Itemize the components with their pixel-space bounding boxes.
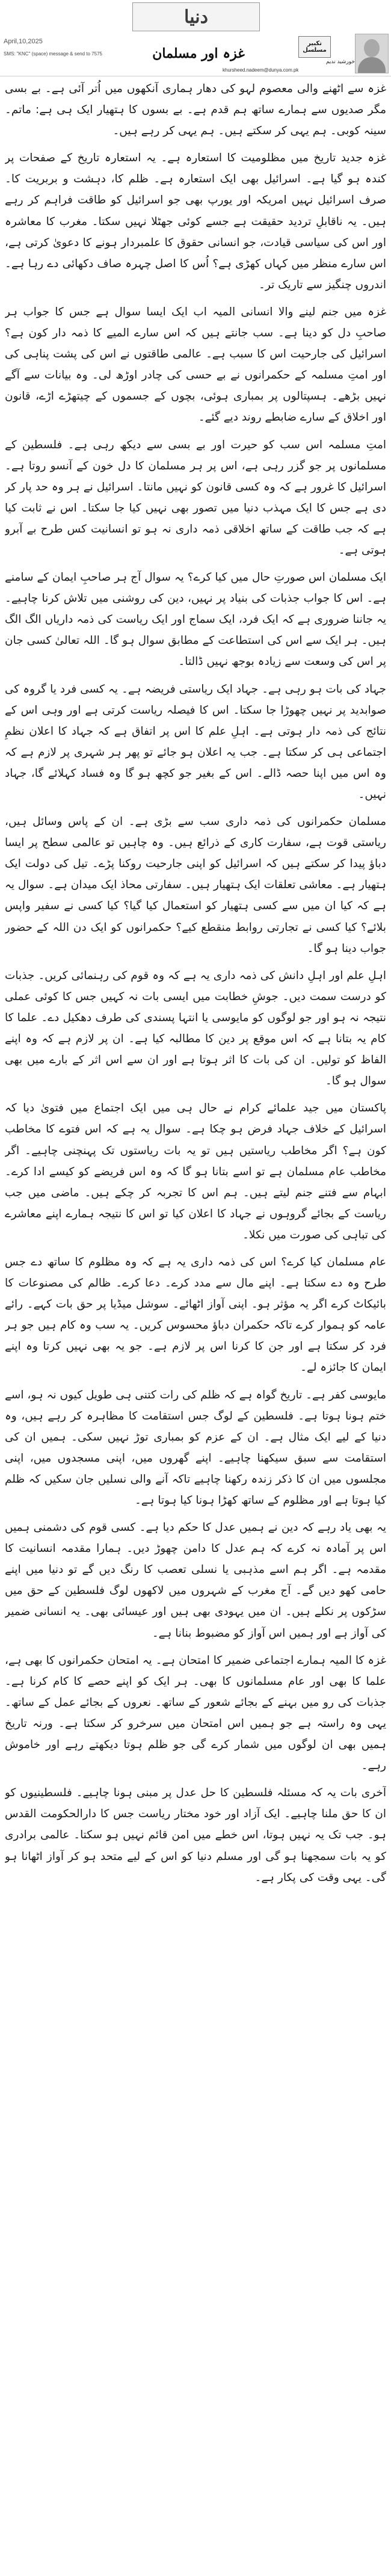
article-paragraph: یہ بھی یاد رہے کہ دین نے ہمیں عدل کا حکم دیا ہے۔ کسی قوم کی دشمنی ہمیں اس پر آمادہ نہ کرے کہ ہم عدل کا دامن چھوڑ دیں۔ ہمارا مقدمہ انسانیت کا مقدمہ ہے۔ اگر ہم اسے مذہبی یا نسلی تعصب کا رنگ دیں گے تو دنیا میں اپنے حامی کھو دیں گے۔ آج مغرب کے شہروں میں لاکھوں لوگ فلسطین کے حق میں سڑکوں پر نکلے ہیں۔ ان میں یہودی بھی ہیں اور عیسائی بھی۔ یہ انسانی ضمیر کی آواز ہے اور ہمیں اس آواز کو مضبوط بنانا ہے۔ <box>5 1521 386 1640</box>
article-paragraph: جہاد کی بات ہو رہی ہے۔ جہاد ایک ریاستی فریضہ ہے۔ یہ کسی فرد یا گروہ کی صوابدید پر نہیں چھوڑا جا سکتا۔ اس کا فیصلہ ریاست کرتی ہے اور وہی اس کے نتائج کی ذمہ دار ہوتی ہے۔ اہلِ علم کا اس پر اتفاق ہے کہ جہاد کا اعلان نظمِ اجتماعی ہی کر سکتا ہے۔ جب یہ اعلان ہو جائے تو پھر ہر شہری پر لازم ہے کہ وہ اس میں اپنا حصہ ڈالے۔ اس کے بغیر جو کچھ ہو گا وہ فساد کہلائے گا، جہاد نہیں۔ <box>5 682 386 801</box>
article-paragraph: آخری بات یہ کہ مسئلہ فلسطین کا حل عدل پر مبنی ہونا چاہیے۔ فلسطینیوں کو ان کا حق ملنا چاہیے۔ ایک آزاد اور خود مختار ریاست جس کا دارالحکومت القدس ہو۔ جب تک یہ نہیں ہوتا، اس خطے میں امن قائم نہیں ہو سکتا۔ عالمی برادری کو یہ بات سمجھنا ہو گی اور مسلم دنیا کو اس کے لیے متحد ہو کر آواز اٹھانا ہو گی۔ یہی وقت کی پکار ہے۔ <box>5 1787 386 1884</box>
column-header <box>0 32 391 76</box>
article-paragraph: مایوسی کفر ہے۔ تاریخ گواہ ہے کہ ظلم کی رات کتنی ہی طویل کیوں نہ ہو، اسے ختم ہونا ہوتا ہے۔ فلسطین کے لوگ جس استقامت کا مظاہرہ کر رہے ہیں، وہ دنیا کے لیے ایک مثال ہے۔ ان کے عزم کو بمباری توڑ نہیں سکی۔ ہمیں ان کی استقامت سے سبق سیکھنا چاہیے۔ اپنے گھروں میں، اپنی مسجدوں میں، اپنی مجلسوں میں ان کا ذکر زندہ رکھنا چاہیے تاکہ آنے والی نسلیں جان سکیں کہ ظلم کیا ہوتا ہے اور مظلوم کے ساتھ کھڑا ہونا کیا ہوتا ہے۔ <box>5 1388 386 1507</box>
author-photo <box>355 34 389 73</box>
article-body <box>5 78 386 2569</box>
author-photo-head <box>364 39 380 57</box>
newspaper-logo: دنیا <box>132 2 260 31</box>
article-paragraph: اہلِ علم اور اہلِ دانش کی ذمہ داری یہ ہے کہ وہ قوم کی رہنمائی کریں۔ جذبات کو درست سمت دیں۔ جوشِ خطابت میں ایسی بات نہ کہیں جس کا کوئی عملی نتیجہ نہ ہو اور جو لوگوں کو مایوسی یا انتہا پسندی کی طرف دھکیل دے۔ علما کا کام یہ بتانا ہے کہ اس موقع پر دین کا مطالبہ کیا ہے۔ ان پر لازم ہے کہ وہ اپنے الفاظ کو تولیں۔ ان کی بات کا اثر ہوتا ہے اور ان سے اس اثر کے بارے میں بھی سوال ہو گا۔ <box>5 969 386 1088</box>
article-paragraph: غزہ کا المیہ ہمارے اجتماعی ضمیر کا امتحان ہے۔ یہ امتحان حکمرانوں کا بھی ہے، علما کا بھی اور عام مسلمانوں کا بھی۔ ہر ایک کو اپنے حصے کا کام کرنا ہے۔ جذبات کی رو میں بہنے کے بجائے شعور کے ساتھ۔ نعروں کے بجائے عمل کے ساتھ۔ یہی وہ راستہ ہے جو ہمیں اس امتحان میں سرخرو کر سکتا ہے۔ ورنہ تاریخ ہمیں بھی ان لوگوں میں شمار کرے گی جو ظلم ہوتا دیکھتے رہے اور خاموش رہے۔ <box>5 1654 386 1773</box>
article-paragraph: پاکستان میں جید علمائے کرام نے حال ہی میں ایک اجتماع میں فتویٰ دیا کہ اسرائیل کے خلاف جہاد فرض ہو چکا ہے۔ سوال یہ ہے کہ اس فتوے کا مخاطب کون ہے؟ اگر مخاطب ریاستیں ہیں تو یہ بات ریاستوں تک پہنچنی چاہیے۔ اگر مخاطب عام مسلمان ہے تو اسے بتانا ہو گا کہ وہ اس فریضے کو کیسے ادا کرے۔ ابہام سے فتنے جنم لیتے ہیں۔ ہم اس کا تجربہ کر چکے ہیں۔ ماضی میں جب ریاست کے بجائے گروہوں نے جہاد کا اعلان کیا تو اس کا نتیجہ ہمارے اپنے معاشرے کی تباہی کی صورت میں نکلا۔ <box>5 1102 386 1241</box>
article-paragraph: مسلمان حکمرانوں کی ذمہ داری سب سے بڑی ہے۔ ان کے پاس وسائل ہیں، ریاستی قوت ہے، سفارت کاری کے ذرائع ہیں۔ وہ چاہیں تو عالمی سطح پر ایسا دباؤ پیدا کر سکتے ہیں کہ اسرائیل کو اپنی جارحیت روکنا پڑے۔ تیل کی دولت ایک ہتھیار ہے۔ معاشی تعلقات ایک ہتھیار ہیں۔ سفارتی محاذ ایک میدان ہے۔ سوال یہ ہے کہ کیا ان میں سے کسی ہتھیار کو استعمال کیا گیا؟ کیا کسی نے سفیر واپس بلائے؟ کیا کسی نے تجارتی روابط منقطع کیے؟ حکمرانوں کو ایک دن اللہ کے حضور جواب دینا ہو گا۔ <box>5 815 386 955</box>
author-email[interactable]: khursheed.nadeem@dunya.com.pk <box>223 67 299 73</box>
column-title: غزہ اور مسلمان <box>152 46 245 61</box>
article-paragraph: امتِ مسلمہ اس سب کو حیرت اور بے بسی سے دیکھ رہی ہے۔ فلسطین کے مسلمانوں پر جو گزر رہی ہے، اس پر ہر مسلمان کا دل خون کے آنسو روتا ہے۔ اسرائیل کا غرور ہے کہ وہ کسی قانون کو نہیں مانتا۔ اسرائیل نے ہر وہ حد پار کر دی ہے جس کا ایک مہذب دنیا میں تصور بھی نہیں کیا جا سکتا۔ اس نے ثابت کیا ہے کہ جب طاقت کے ساتھ اخلاقی ذمہ داری نہ ہو تو انسانیت کس طرح بے آبرو ہوتی ہے۔ <box>5 438 386 557</box>
article-paragraph: غزہ جدید تاریخ میں مظلومیت کا استعارہ ہے۔ یہ استعارہ تاریخ کے صفحات پر کندہ ہو گیا ہے۔ اسرائیل بھی ایک استعارہ ہے۔ ظلم کا، دہشت و بربریت کا۔ صرف اسرائیل نہیں امریکہ اور یورپ بھی جو اسرائیل کو طاقت فراہم کر رہے ہیں۔ یہ ناقابلِ تردید حقیقت ہے جسے کوئی جھٹلا نہیں سکتا۔ مغرب کا معاشرہ اور اس کی سیاسی قیادت، جو انسانی حقوق کا علمبردار ہونے کا دعویٰ کرتی ہے، اس سارے منظر میں کہاں کھڑی ہے؟ اُس کا اصل چہرہ صاف دکھائی دے رہا ہے۔ اندروں چنگیز سے تاریک تر۔ <box>5 152 386 291</box>
publish-date: April,10,2025 <box>4 38 43 45</box>
article-paragraph: غزہ سے اٹھنے والی معصوم لہو کی دھار ہماری آنکھوں میں اُتر آئی ہے۔ بے بسی مگر صدیوں سے ہمارے ساتھ ہم قدم ہے۔ بے بسوں کا ہتھیار ایک ہی ہے: ماتم۔ سینہ کوبی۔ ہم یہی کر سکتے ہیں۔ ہم یہی کر رہے ہیں۔ <box>5 82 386 138</box>
masthead <box>0 0 391 32</box>
author-photo-shoulders <box>358 57 386 73</box>
article-paragraph: ایک مسلمان اس صورتِ حال میں کیا کرے؟ یہ سوال آج ہر صاحبِ ایمان کے سامنے ہے۔ اس کا جواب جذبات کی بنیاد پر نہیں، دین کی روشنی میں تلاش کرنا چاہیے۔ یہ جاننا ضروری ہے کہ ایک فرد، ایک سماج اور ایک ریاست کی ذمہ داریاں الگ الگ ہیں۔ ہر ایک سے اس کی استطاعت کے مطابق سوال ہو گا۔ اللہ تعالیٰ کسی جان پر اس کی وسعت سے زیادہ بوجھ نہیں ڈالتا۔ <box>5 571 386 669</box>
article-paragraph: غزہ میں جنم لینے والا انسانی المیہ اب ایک ایسا سوال ہے جس کا جواب ہر صاحبِ دل کو دینا ہے۔ سب جانتے ہیں کہ اس سارے المیے کا ذمہ دار کون ہے؟ اسرائیل کی جارحیت اس کا سبب ہے۔ عالمی طاقتوں نے اس کی پشت پناہی کی اور امتِ مسلمہ کے حکمرانوں نے بے حسی کی چادر اوڑھ لی۔ وہ بیانات سے آگے نہیں بڑھے۔ ہسپتالوں پر بمباری ہوئی، بچوں کے جسموں کے چیتھڑے اڑے، قانون اور اخلاق کے سارے ضابطے روند دیے گئے۔ <box>5 305 386 424</box>
article-paragraph: عام مسلمان کیا کرے؟ اس کی ذمہ داری یہ ہے کہ وہ مظلوم کا ساتھ دے جس طرح وہ دے سکتا ہے۔ اپنے مال سے مدد کرے۔ دعا کرے۔ ظالم کی مصنوعات کا بائیکاٹ کرے اگر یہ مؤثر ہو۔ اپنی آواز اٹھائے۔ سوشل میڈیا پر حق بات کہے۔ رائے عامہ کو ہموار کرے تاکہ حکمران دباؤ محسوس کریں۔ یہ سب وہ کام ہیں جو ہر فرد کر سکتا ہے اور جن کا کرنا اس پر لازم ہے۔ جو یہ بھی نہیں کرتا وہ اپنے ایمان کا جائزہ لے۔ <box>5 1255 386 1374</box>
author-name: خورشید ندیم <box>325 59 355 65</box>
sms-instructions: SMS: "KNC" (space) message & send to 7575 <box>4 51 102 57</box>
column-label-badge: تکبیر مسلسل <box>298 36 331 58</box>
